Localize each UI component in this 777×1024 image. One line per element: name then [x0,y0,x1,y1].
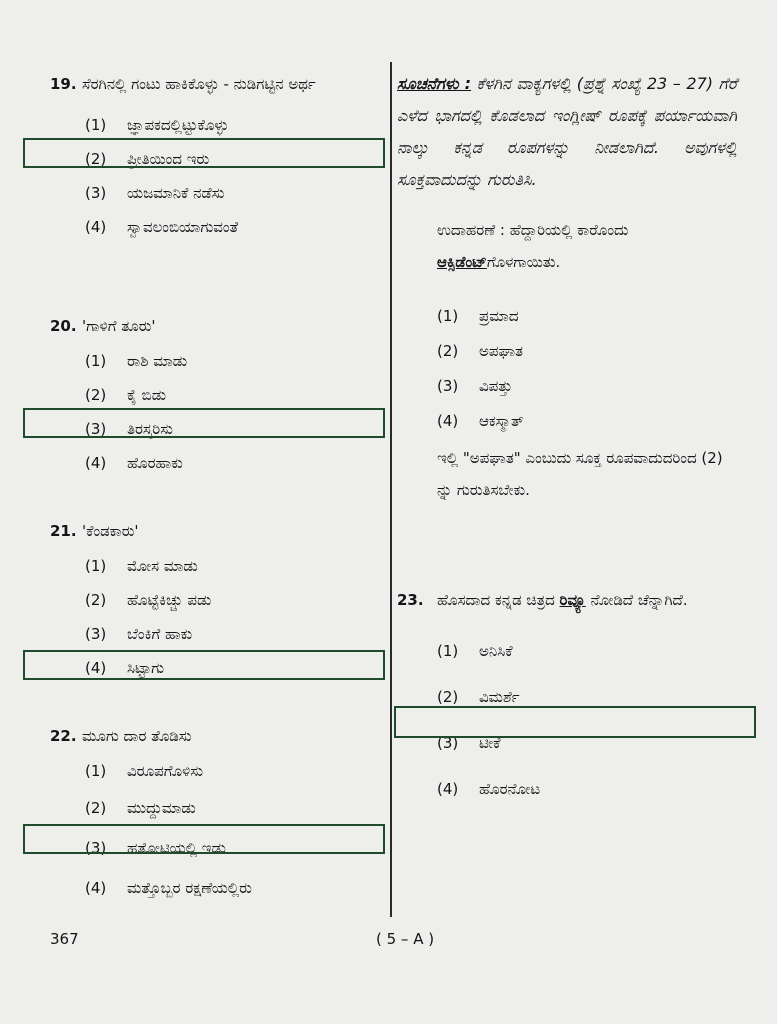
option-4[interactable]: (4) ಹೊರನೋಟ [437,780,541,798]
question-text: 'ಕೆಂಡಕಾರು' [82,522,139,540]
instructions [397,68,737,196]
option-1[interactable]: (1) ಜ್ಞಾಪಕದಲ್ಲಿಟ್ಟುಕೊಳ್ಳು [85,116,229,134]
question-20 [50,314,385,519]
page-number: ( 5 – A ) [376,930,435,948]
answer-mark-box [394,706,756,738]
example-option-3: (3) ವಿಪತ್ತು [437,376,513,395]
example-label: ಉದಾಹರಣೆ : [437,221,505,239]
column-divider [390,62,392,917]
option-1[interactable]: (1) ವಿರೂಪಗೊಳಿಸು [85,762,203,780]
option-3[interactable]: (3) ಬೆಂಕಿಗೆ ಹಾಕು [85,625,193,643]
question-22 [50,724,385,924]
question-text: ಹೊಸದಾದ ಕನ್ನಡ ಚಿತ್ರದ ರಿವ್ಯೂ ನೋಡಿದೆ ಚೆನ್ನಾಗಿದೆ. [437,591,688,609]
answer-mark-box [23,824,385,854]
question-19 [50,72,385,314]
option-4[interactable]: (4) ಸ್ವಾವಲಂಬಿಯಾಗುವಂತೆ [85,218,239,236]
example-text-before: ಹೆದ್ದಾರಿಯಲ್ಲಿ ಕಾರೊಂದು [509,221,629,239]
option-1[interactable]: (1) ಅನಿಸಿಕೆ [437,642,513,660]
option-3[interactable]: (3) ಯಜಮಾನಿಕೆ ನಡೆಸು [85,184,225,202]
instructions-text: ಕೆಳಗಿನ ವಾಕ್ಯಗಳಲ್ಲಿ (ಪ್ರಶ್ನೆ ಸಂಖ್ಯೆ 23 – 27) ಗೆರೆ ಎಳೆದ ಭಾಗದಲ್ಲಿ ಕೊಡಲಾದ ಇಂಗ್ಲೀಷ್ ರೂಪಕ್ಕೆ ಪರ್ಯಾಯವಾಗಿ ನಾಲ್ಕು ಕನ್ನಡ ರೂಪಗಳನ್ನು ನೀಡಲಾಗಿದೆ. ಅವುಗಳಲ್ಲಿ ಸೂಕ್ತವಾದುದನ್ನು ಗುರುತಿಸಿ. [397,74,737,189]
example-option-2: (2) ಅಪಘಾತ [437,341,524,360]
example-option-4: (4) ಆಕಸ್ಮಾತ್ [437,411,524,430]
option-2[interactable]: (2) ಹೊಟ್ಟೆಕಿಚ್ಚು ಪಡು [85,591,212,609]
example-options [397,298,737,438]
option-4[interactable]: (4) ಹೊರಹಾಕು [85,454,183,472]
booklet-code: 367 [50,930,79,948]
example-underlined: ಆಕ್ಸಿಡೆಂಟ್ [437,253,487,271]
option-1[interactable]: (1) ರಾಶಿ ಮಾಡು [85,352,188,370]
option-2[interactable]: (2) ಕೈ ಬಿಡು [85,386,167,404]
example [437,214,737,278]
example-option-1: (1) ಪ್ರಮಾದ [437,306,519,325]
question-number: 19. [50,75,77,93]
answer-mark-box [23,408,385,438]
option-4[interactable]: (4) ಮತ್ತೊಬ್ಬರ ರಕ್ಷಣೆಯಲ್ಲಿರು [85,879,252,897]
option-3[interactable]: (3) ಟೀಕೆ [437,734,501,752]
right-column [397,68,737,812]
option-2[interactable]: (2) ಪ್ರೀತಿಯಿಂದ ಇರು [85,150,210,168]
underlined-word: ರಿವ್ಯೂ [559,591,586,609]
question-23 [397,584,737,812]
answer-mark-box [23,650,385,680]
example-text-after: ಗೊಳಗಾಯಿತು. [486,253,561,271]
option-3[interactable]: (3) ತಿರಸ್ಕರಿಸು [85,420,173,438]
question-number: 22. [50,727,77,745]
instructions-label: ಸೂಚನೆಗಳು : [397,74,472,93]
question-text: ಮೂಗು ದಾರ ತೊಡಿಸು [82,727,192,745]
question-text: 'ಗಾಳಿಗೆ ತೂರು' [82,317,156,335]
example-note: ಇಲ್ಲಿ "ಅಪಘಾತ" ಎಂಬುದು ಸೂಕ್ತ ರೂಪವಾದುದರಿಂದ (2) ನ್ನು ಗುರುತಿಸಬೇಕು. [437,449,723,499]
question-number: 21. [50,522,77,540]
option-4[interactable]: (4) ಸಿಟ್ಟಾಗು [85,659,165,677]
question-text: ಸೆರಗಿನಲ್ಲಿ ಗಂಟು ಹಾಕಿಕೊಳ್ಳು - ನುಡಿಗಟ್ಟಿನ ಅರ್ಥ [82,75,316,93]
option-1[interactable]: (1) ಮೋಸ ಮಾಡು [85,557,198,575]
question-number: 20. [50,317,77,335]
option-3[interactable]: (3) ಹತೋಟಿಯಲ್ಲಿ ಇಡು [85,839,226,857]
question-21 [50,519,385,724]
left-column [50,72,385,924]
option-2[interactable]: (2) ಮುದ್ದುಮಾಡು [85,799,196,817]
answer-mark-box [23,138,385,168]
question-number: 23. [397,591,424,609]
option-2[interactable]: (2) ವಿಮರ್ಶೆ [437,688,520,706]
